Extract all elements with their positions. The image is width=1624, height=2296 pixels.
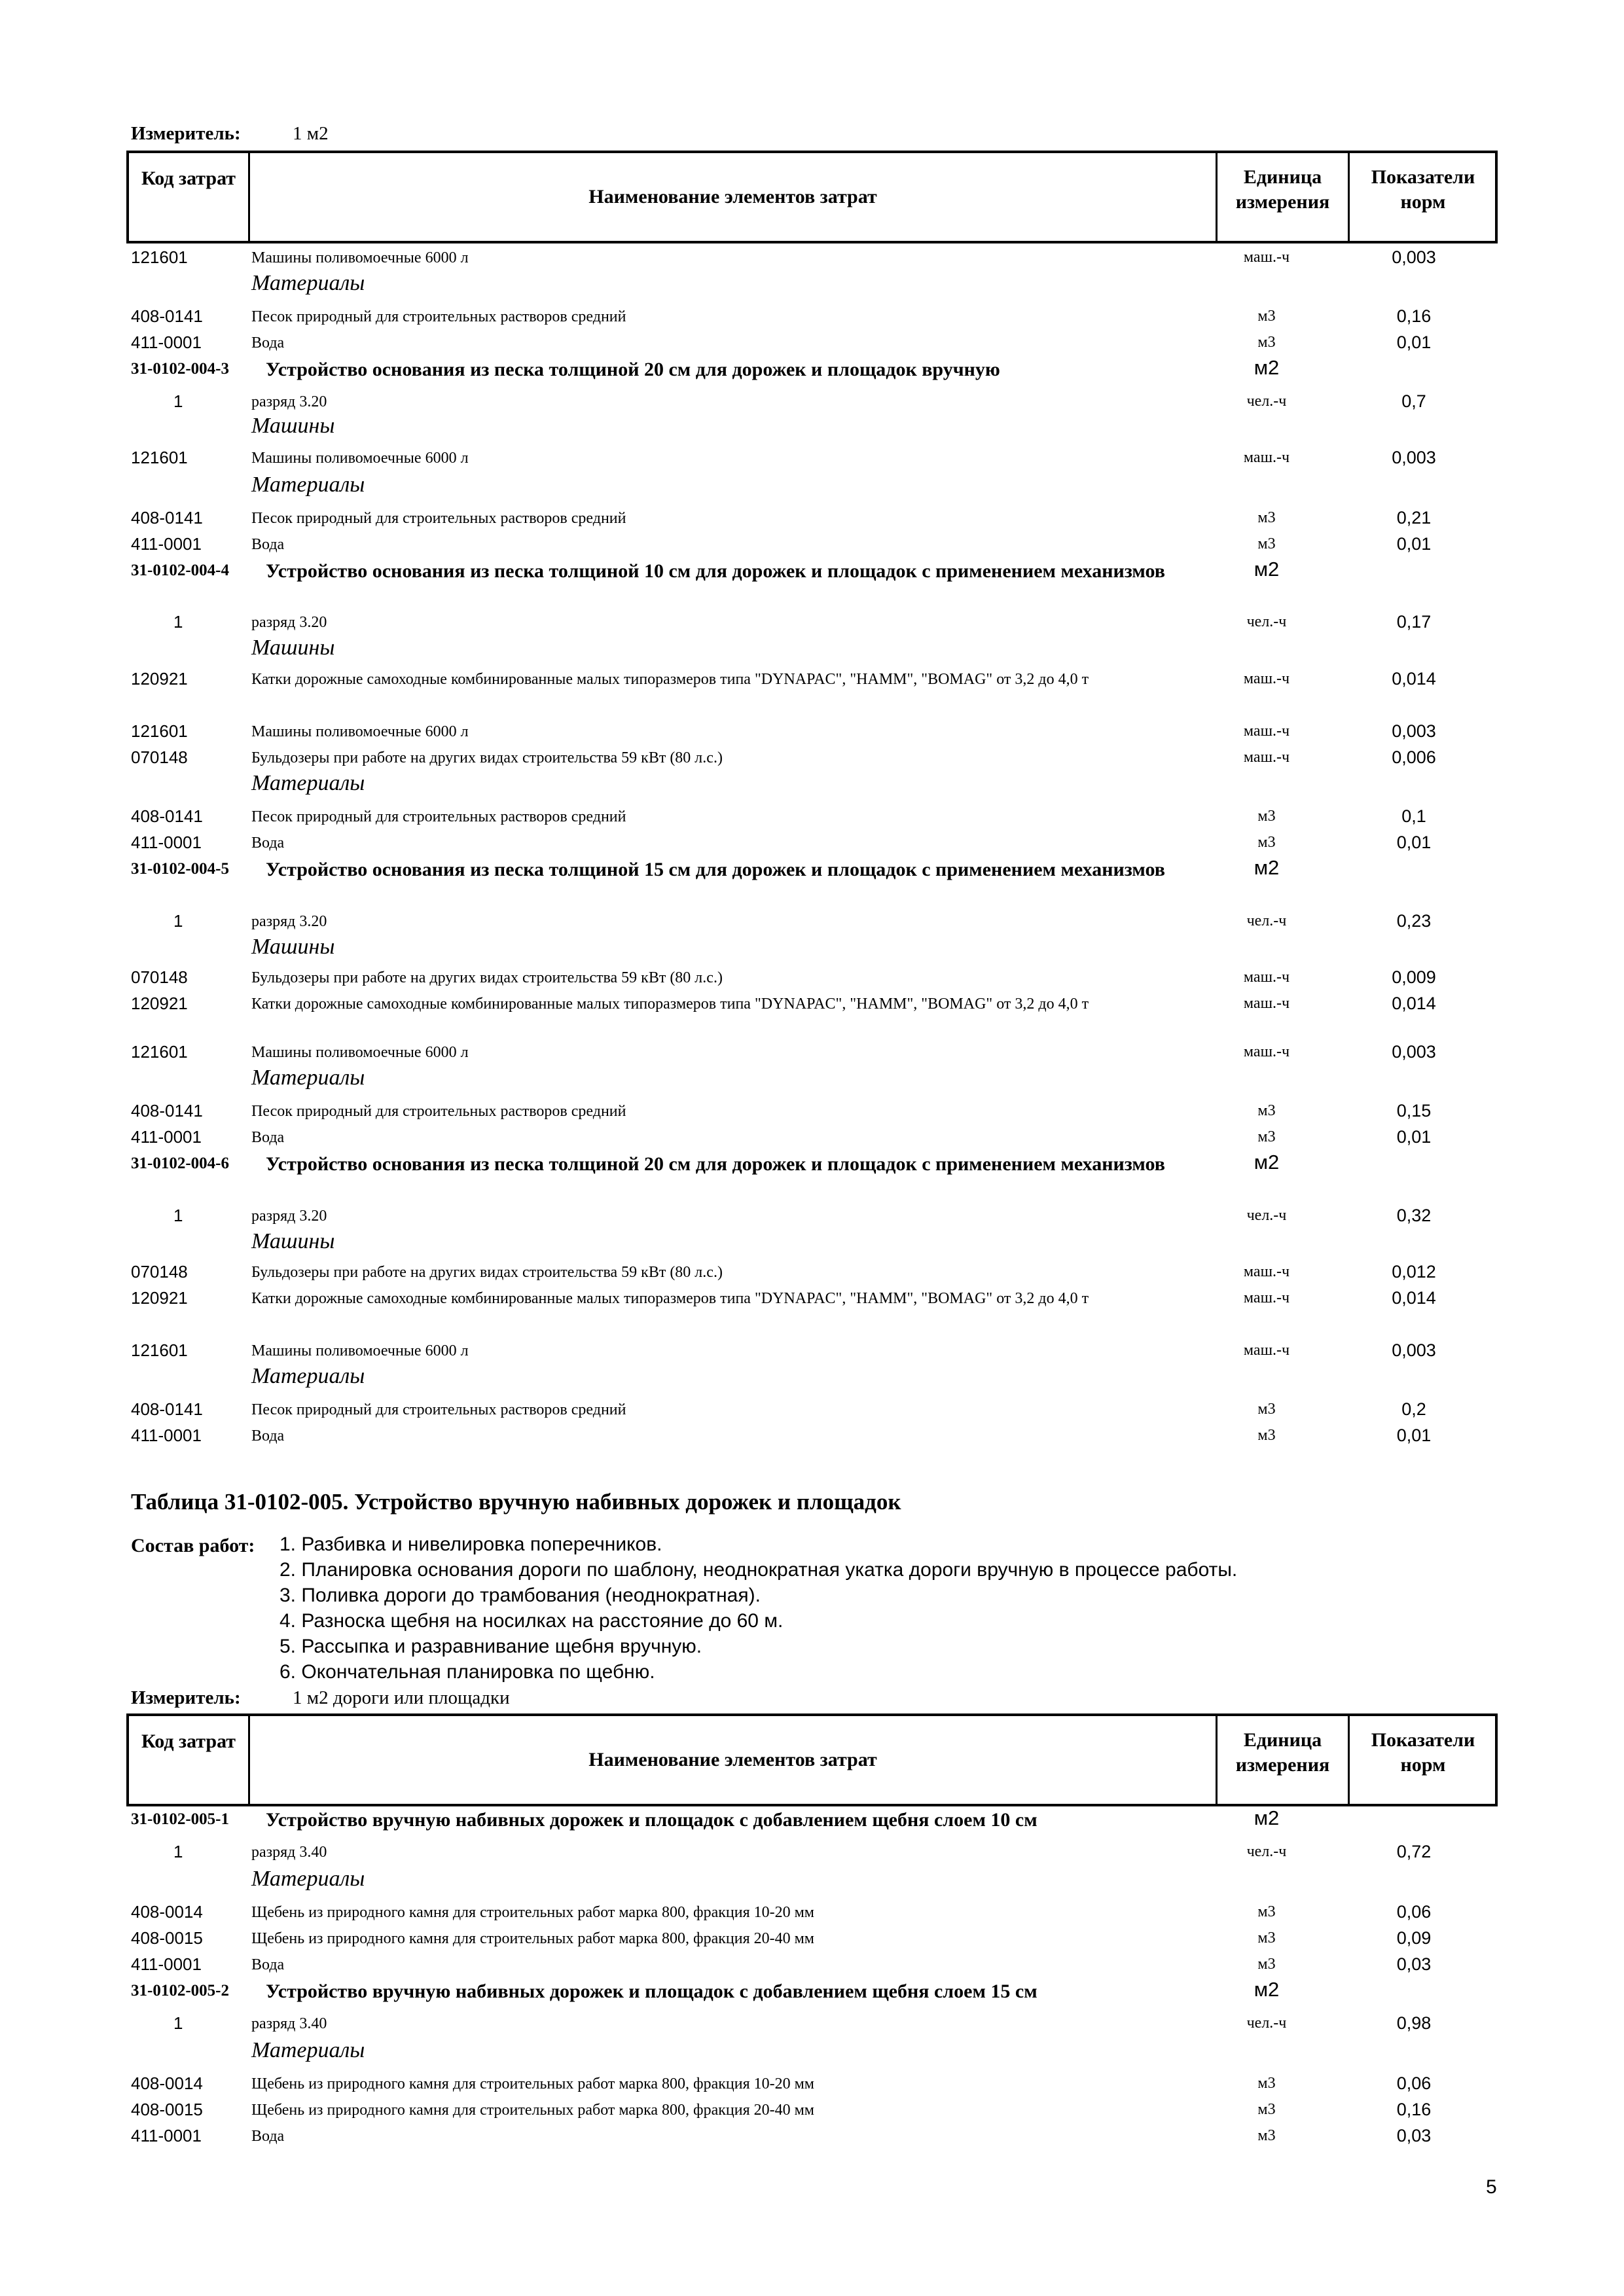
resource-name: Катки дорожные самоходные комбинированные малых типоразмеров типа "DYNAPAC", "HAMM", "BOMAG" от 3,2 до 4,0 т	[251, 671, 1089, 688]
resource-code: 121601	[131, 448, 188, 467]
resource-name: разряд 3.20	[251, 614, 327, 631]
resource-name: Песок природный для строительных растворов средний	[251, 308, 626, 325]
resource-code: 408-0014	[131, 2073, 203, 2093]
resource-code: 120921	[131, 1288, 188, 1308]
group-heading: Машины	[251, 935, 335, 959]
page-number: 5	[1486, 2176, 1497, 2198]
resource-code: 411-0001	[131, 534, 202, 554]
resource-name: Машины поливомоечные 6000 л	[251, 249, 469, 266]
resource-value: 0,003	[1392, 721, 1436, 741]
section-name: Устройство основания из песка толщиной 20 см для дорожек и площадок с применением механизмов	[266, 1153, 1165, 1175]
resource-name: разряд 3.20	[251, 1208, 327, 1225]
resource-value: 0,003	[1392, 247, 1436, 267]
resource-unit: маш.-ч	[1243, 1289, 1290, 1306]
header-code: Код затрат	[141, 1731, 236, 1752]
section-code: 31-0102-005-1	[131, 1810, 229, 1828]
resource-name: Щебень из природного камня для строительных работ марка 800, фракция 10-20 мм	[251, 2075, 814, 2092]
section-code: 31-0102-004-3	[131, 360, 229, 378]
resource-code: 121601	[131, 721, 188, 741]
resource-unit: чел.-ч	[1246, 393, 1287, 410]
resource-value: 0,15	[1396, 1101, 1432, 1121]
resource-value: 0,003	[1392, 1340, 1436, 1360]
resource-unit: м3	[1257, 308, 1276, 325]
resource-value: 0,72	[1396, 1842, 1432, 1861]
resource-value: 0,009	[1392, 967, 1436, 987]
section-code: 31-0102-005-2	[131, 1982, 229, 2000]
work-item: 3. Поливка дороги до трамбования (неоднократная).	[280, 1585, 761, 1606]
measure-value: 1 м2	[293, 123, 329, 144]
resource-value: 0,012	[1392, 1262, 1436, 1282]
resource-value: 0,006	[1392, 747, 1436, 767]
resource-name: разряд 3.20	[251, 913, 327, 930]
measure-value: 1 м2 дороги или площадки	[293, 1687, 510, 1708]
resource-value: 0,06	[1396, 1902, 1432, 1922]
resource-code: 120921	[131, 994, 188, 1013]
group-heading: Машины	[251, 1229, 335, 1253]
resource-value: 0,7	[1401, 391, 1426, 411]
resource-value: 0,01	[1396, 833, 1432, 852]
resource-code: 070148	[131, 967, 188, 987]
resource-value: 0,21	[1396, 508, 1432, 528]
resource-value: 0,03	[1396, 1954, 1432, 1974]
resource-unit: маш.-ч	[1243, 969, 1290, 986]
resource-code: 121601	[131, 1340, 188, 1360]
resource-unit: м3	[1257, 1903, 1276, 1920]
resource-code: 411-0001	[131, 2126, 202, 2145]
resource-unit: м3	[1257, 535, 1276, 552]
resource-value: 0,01	[1396, 1426, 1432, 1445]
resource-name: Машины поливомоечные 6000 л	[251, 450, 469, 467]
section-unit: м2	[1254, 856, 1280, 879]
worker-rank: 1	[173, 391, 183, 411]
resource-name: Машины поливомоечные 6000 л	[251, 723, 469, 740]
resource-value: 0,014	[1392, 1288, 1436, 1308]
resource-name: Песок природный для строительных растворов средний	[251, 1401, 626, 1418]
resource-code: 121601	[131, 247, 188, 267]
work-item: 6. Окончательная планировка по щебню.	[280, 1661, 655, 1683]
work-item: 5. Рассыпка и разравнивание щебня вручную.	[280, 1636, 702, 1657]
resource-unit: м3	[1257, 1102, 1276, 1119]
resource-unit: маш.-ч	[1243, 1043, 1290, 1060]
resource-unit: чел.-ч	[1246, 1207, 1287, 1224]
header-ind-1: Показатели	[1371, 1729, 1475, 1751]
resource-value: 0,23	[1396, 911, 1432, 931]
header-unit-1: Единица	[1243, 166, 1322, 188]
resource-unit: маш.-ч	[1243, 1263, 1290, 1280]
work-item: 1. Разбивка и нивелировка поперечников.	[280, 1534, 662, 1555]
measure-label: Измеритель:	[131, 123, 241, 144]
resource-unit: чел.-ч	[1246, 2015, 1287, 2032]
table-header	[126, 151, 1498, 243]
resource-unit: м3	[1257, 1427, 1276, 1444]
header-name: Наименование элементов затрат	[588, 1749, 877, 1770]
section-unit: м2	[1254, 558, 1280, 581]
resource-code: 070148	[131, 1262, 188, 1282]
resource-value: 0,2	[1401, 1399, 1426, 1419]
resource-value: 0,16	[1396, 306, 1432, 326]
resource-code: 408-0015	[131, 1928, 203, 1948]
resource-value: 0,17	[1396, 612, 1432, 632]
header-ind-1: Показатели	[1371, 166, 1475, 188]
resource-name: Вода	[251, 334, 285, 351]
group-heading: Материалы	[251, 473, 365, 497]
resource-unit: м3	[1257, 2075, 1276, 2092]
resource-value: 0,03	[1396, 2126, 1432, 2145]
work-item: 2. Планировка основания дороги по шаблону, неоднократная укатка дороги вручную в процессе работы.	[280, 1559, 1238, 1581]
resource-unit: м3	[1257, 834, 1276, 851]
resource-unit: м3	[1257, 509, 1276, 526]
group-heading: Материалы	[251, 1066, 365, 1090]
resource-value: 0,16	[1396, 2100, 1432, 2119]
resource-name: Машины поливомоечные 6000 л	[251, 1044, 469, 1061]
section-code: 31-0102-004-6	[131, 1155, 229, 1172]
resource-unit: м3	[1257, 2101, 1276, 2118]
section-name: Устройство основания из песка толщиной 10 см для дорожек и площадок с применением механизмов	[266, 560, 1165, 582]
resource-value: 0,01	[1396, 1127, 1432, 1147]
section-unit: м2	[1254, 1806, 1280, 1829]
section-unit: м2	[1254, 1978, 1280, 2001]
resource-unit: маш.-ч	[1243, 449, 1290, 466]
header-unit-2: измерения	[1235, 191, 1330, 213]
resource-name: Машины поливомоечные 6000 л	[251, 1342, 469, 1359]
section-name: Устройство основания из песка толщиной 15 см для дорожек и площадок с применением механизмов	[266, 859, 1165, 880]
header-unit-1: Единица	[1243, 1729, 1322, 1751]
resource-name: Вода	[251, 1129, 285, 1146]
resource-name: Вода	[251, 1956, 285, 1973]
measure-label: Измеритель:	[131, 1687, 241, 1708]
resource-name: Катки дорожные самоходные комбинированные малых типоразмеров типа "DYNAPAC", "HAMM", "BOMAG" от 3,2 до 4,0 т	[251, 996, 1089, 1013]
resource-unit: маш.-ч	[1243, 1342, 1290, 1359]
resource-unit: чел.-ч	[1246, 912, 1287, 929]
group-heading: Материалы	[251, 2038, 365, 2062]
resource-value: 0,01	[1396, 332, 1432, 352]
resource-code: 408-0141	[131, 1399, 203, 1419]
resource-unit: м3	[1257, 1929, 1276, 1946]
resource-name: Вода	[251, 536, 285, 553]
resource-name: Вода	[251, 2128, 285, 2145]
worker-rank: 1	[173, 2013, 183, 2033]
worker-rank: 1	[173, 1842, 183, 1861]
resource-code: 411-0001	[131, 332, 202, 352]
resource-unit: м3	[1257, 1401, 1276, 1418]
resource-value: 0,06	[1396, 2073, 1432, 2093]
resource-code: 411-0001	[131, 1426, 202, 1445]
resource-unit: маш.-ч	[1243, 995, 1290, 1012]
header-code: Код затрат	[141, 168, 236, 189]
section-code: 31-0102-004-5	[131, 860, 229, 878]
resource-value: 0,003	[1392, 1042, 1436, 1062]
works-label: Состав работ:	[131, 1535, 255, 1556]
resource-unit: м3	[1257, 1956, 1276, 1973]
resource-name: Бульдозеры при работе на других видах строительства 59 кВт (80 л.с.)	[251, 1264, 723, 1281]
worker-rank: 1	[173, 1206, 183, 1225]
resource-code: 408-0141	[131, 806, 203, 826]
resource-value: 0,98	[1396, 2013, 1432, 2033]
resource-unit: маш.-ч	[1243, 249, 1290, 266]
resource-value: 0,01	[1396, 534, 1432, 554]
resource-code: 408-0141	[131, 508, 203, 528]
section-name: Устройство вручную набивных дорожек и площадок с добавлением щебня слоем 10 см	[266, 1809, 1038, 1831]
worker-rank: 1	[173, 612, 183, 632]
worker-rank: 1	[173, 911, 183, 931]
resource-unit: м3	[1257, 334, 1276, 351]
group-heading: Машины	[251, 414, 335, 438]
resource-name: Песок природный для строительных растворов средний	[251, 808, 626, 825]
resource-value: 0,32	[1396, 1206, 1432, 1225]
resource-code: 120921	[131, 669, 188, 689]
resource-name: Катки дорожные самоходные комбинированные малых типоразмеров типа "DYNAPAC", "HAMM", "BOMAG" от 3,2 до 4,0 т	[251, 1290, 1089, 1307]
resource-code: 070148	[131, 747, 188, 767]
resource-name: Песок природный для строительных растворов средний	[251, 1103, 626, 1120]
resource-unit: м3	[1257, 2127, 1276, 2144]
resource-name: Песок природный для строительных растворов средний	[251, 510, 626, 527]
section-unit: м2	[1254, 356, 1280, 379]
resource-name: разряд 3.40	[251, 2015, 327, 2032]
header-name: Наименование элементов затрат	[588, 186, 877, 207]
resource-name: разряд 3.20	[251, 393, 327, 410]
resource-code: 411-0001	[131, 833, 202, 852]
resource-name: Бульдозеры при работе на других видах строительства 59 кВт (80 л.с.)	[251, 969, 723, 986]
header-ind-2: норм	[1400, 191, 1446, 213]
resource-unit: маш.-ч	[1243, 749, 1290, 766]
resource-name: Щебень из природного камня для строительных работ марка 800, фракция 20-40 мм	[251, 2102, 814, 2119]
resource-code: 411-0001	[131, 1954, 202, 1974]
header-unit-2: измерения	[1235, 1754, 1330, 1776]
resource-code: 408-0014	[131, 1902, 203, 1922]
resource-name: Вода	[251, 1427, 285, 1444]
resource-value: 0,014	[1392, 994, 1436, 1013]
work-item: 4. Разноска щебня на носилках на расстояние до 60 м.	[280, 1610, 784, 1632]
section-name: Устройство вручную набивных дорожек и площадок с добавлением щебня слоем 15 см	[266, 1981, 1038, 2002]
resource-code: 408-0141	[131, 306, 203, 326]
resource-unit: маш.-ч	[1243, 670, 1290, 687]
resource-code: 408-0015	[131, 2100, 203, 2119]
resource-value: 0,003	[1392, 448, 1436, 467]
resource-unit: чел.-ч	[1246, 1843, 1287, 1860]
resource-code: 408-0141	[131, 1101, 203, 1121]
header-ind-2: норм	[1400, 1754, 1446, 1776]
table-title: Таблица 31-0102-005. Устройство вручную набивных дорожек и площадок	[131, 1489, 901, 1515]
table-header	[126, 1713, 1498, 1806]
resource-name: Вода	[251, 834, 285, 852]
section-name: Устройство основания из песка толщиной 20 см для дорожек и площадок вручную	[266, 359, 1000, 380]
resource-value: 0,014	[1392, 669, 1436, 689]
section-unit: м2	[1254, 1151, 1280, 1174]
group-heading: Материалы	[251, 1364, 365, 1388]
group-heading: Материалы	[251, 271, 365, 295]
resource-unit: м3	[1257, 808, 1276, 825]
resource-unit: м3	[1257, 1128, 1276, 1145]
resource-code: 411-0001	[131, 1127, 202, 1147]
group-heading: Машины	[251, 636, 335, 660]
resource-name: Щебень из природного камня для строительных работ марка 800, фракция 20-40 мм	[251, 1930, 814, 1947]
resource-name: Щебень из природного камня для строительных работ марка 800, фракция 10-20 мм	[251, 1904, 814, 1921]
resource-unit: маш.-ч	[1243, 723, 1290, 740]
group-heading: Материалы	[251, 1867, 365, 1891]
section-code: 31-0102-004-4	[131, 562, 229, 579]
resource-code: 121601	[131, 1042, 188, 1062]
group-heading: Материалы	[251, 771, 365, 795]
resource-name: разряд 3.40	[251, 1844, 327, 1861]
resource-value: 0,1	[1401, 806, 1426, 826]
resource-name: Бульдозеры при работе на других видах строительства 59 кВт (80 л.с.)	[251, 749, 723, 766]
resource-unit: чел.-ч	[1246, 613, 1287, 630]
resource-value: 0,09	[1396, 1928, 1432, 1948]
